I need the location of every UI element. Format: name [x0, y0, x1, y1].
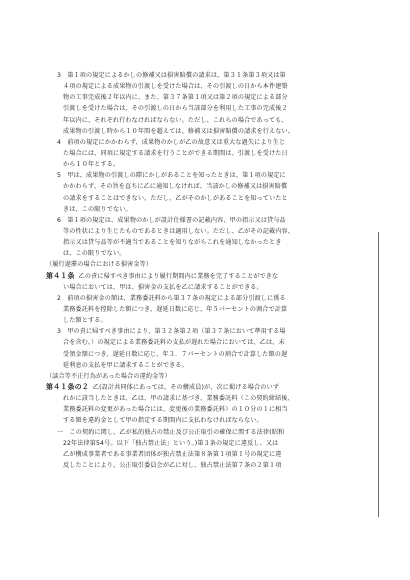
text-line: 6 第１項の規定は、成果物のかしが設計仕様書の記載内容、甲の指示又は貸与品: [57, 216, 286, 224]
text-line: から１０年とする。: [63, 161, 120, 169]
text-line: 受領金額につき、遅延日数に応じ、年３．７パーセントの割合で計算した額の遅: [63, 350, 288, 358]
text-line: 年以内に、それぞれ行わなければならない。ただし、これらの場合であっても、: [63, 116, 288, 124]
text-line: かかわらず、その旨を直ちに乙に通知しなければ、当該かしの修補又は損害賠償: [63, 183, 288, 191]
text-line: 指示又は貸与品等が不適当であることを知りながらこれを通知しなかったとき: [63, 239, 282, 247]
text-line: 乙が構成事業者である事業者団体が独占禁止法第８条第１項第１号の規定に違: [63, 450, 282, 458]
text-line: 成果物の引渡し時から１０年間を超えては、修補又は損害賠償の請求を行えない。: [63, 127, 295, 135]
text-line: の請求をすることはできない。ただし、乙がそのかしがあることを知っていたと: [63, 194, 288, 202]
article-first-line: [46, 271, 376, 282]
text-line: 5 甲は、成果物の引渡しの際にかしがあることを知ったときは、第１項の規定に: [57, 172, 286, 180]
text-line: 反したことにより、公正取引委員会が乙に対し、独占禁止法第７条の２第１項: [63, 461, 282, 469]
text-line: した額とする。: [63, 317, 107, 325]
text-line: 3 第１項の規定によるかしの修補又は損害賠償の請求は、第３１条第３項又は第: [57, 72, 286, 79]
article-text: 乙の責に帰すべき事由により履行期間内に業務を完了することができな: [78, 272, 279, 280]
text-line: 業務委託料を控除した額につき、遅延日数に応じ、年５パーセントの割合で計算: [63, 305, 288, 313]
article-first-line: [46, 382, 376, 393]
text-line: い場合においては、甲は、損害金の支払を乙に請求することができる。: [63, 283, 263, 291]
text-line: 3 甲の責に帰すべき事由により、第３２条第２項（第３７条において準用する場: [57, 328, 286, 336]
margin-line: [378, 232, 379, 517]
contract-page: [46, 70, 376, 471]
text-line: 業務委託料の変更があった場合には、変更後の業務委託料）の１０分の１に相当: [63, 406, 288, 414]
text-line: ４項の規定による成果物の引渡しを受けた場合は、その引渡しの日から本件建築: [63, 83, 288, 91]
text-line: は、この限りでない。: [63, 250, 126, 258]
text-line: た場合には、同項に規定する請求を行うことができる期間は、引渡しを受けた日: [63, 149, 288, 157]
text-line: 4 前項の規定にかかわらず、成果物のかしが乙の故意又は重大な過失により生じ: [57, 138, 286, 146]
article-caption: （談合等不正行為があった場合の違約金等）: [46, 372, 171, 380]
text-line: 引渡しを受けた場合は、その引渡しの日から当該部分を利用した工事の完成後２: [63, 105, 288, 113]
article-text: 乙(設計共同体にあっては、その構成員)が、次に掲げる場合のいず: [92, 383, 279, 391]
article-number: 第４１条の２: [46, 382, 89, 391]
text-line: 延利息の支払を甲に請求することができる。: [63, 361, 188, 369]
text-line: きは、この限りでない。: [63, 205, 132, 213]
text-line: する額を違約金として甲の指定する期間内に支払わなければならない。: [63, 417, 263, 425]
text-line: れかに該当したときは、乙は、甲の請求に基づき、業務委託料（この契約締結後、: [63, 395, 294, 403]
text-line: 一 この契約に関し、乙が私的独占の禁止及び公正取引の確保に関する法律(昭和: [57, 428, 285, 436]
text-line: 22年法律第54号。以下「独占禁止法」という。)第３条の規定に違反し、又は: [63, 439, 279, 447]
article-caption: （履行遅滞の場合における損害金等）: [46, 261, 153, 269]
text-line: 2 前項の損害金の額は、業務委託料から第３７条の規定による部分引渡しに係る: [57, 294, 286, 302]
article-number: 第４１条: [46, 271, 75, 280]
text-line: 合を含む。）の規定による業務委託料の支払が遅れた場合においては、乙は、未: [63, 339, 285, 347]
text-line: 等の性状により生じたものであるときは適用しない。ただし、乙がその記載内容、: [63, 227, 295, 235]
text-line: 物の工事完成後２年以内に、また、第３７条第１項又は第２項の規定による部分: [63, 94, 288, 102]
